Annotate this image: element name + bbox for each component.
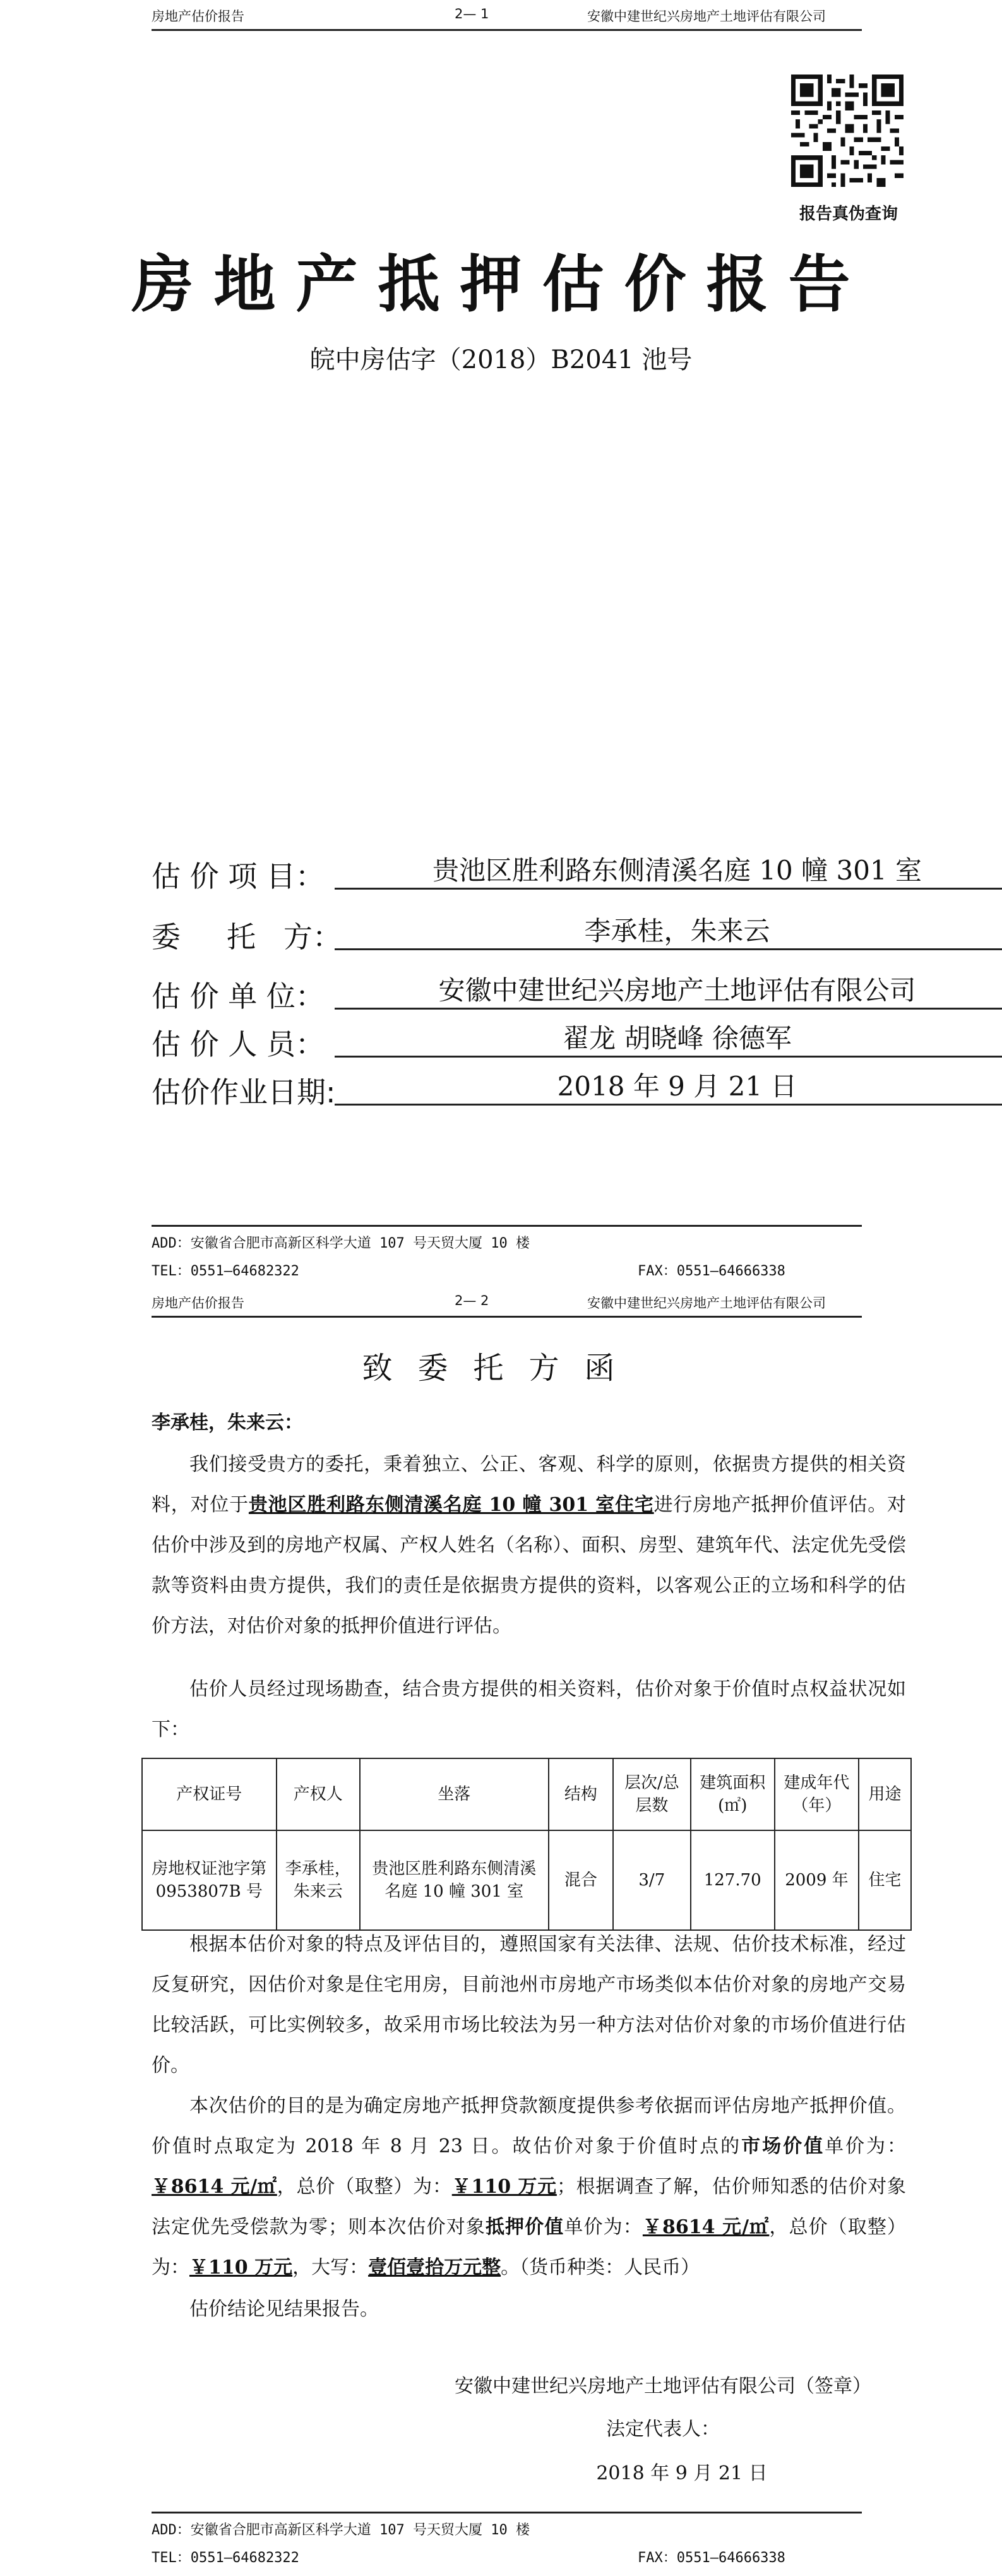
report-title: 房地产抵押估价报告 <box>131 248 871 321</box>
paragraph-intro <box>152 1445 906 1647</box>
paragraph-method: 根据本估价对象的特点及评估目的，遵照国家有关法律、法规、估价技术标准，经过反复研究，因估价对象是住宅用房，目前池州市房地产市场类似本估价对象的房地产交易比较活跃，可比实例较多，故采用市场比较法为另一种方法对估价对象的市场价值进行估价。 <box>152 1933 906 2077</box>
text: 。（货币种类：人民币） <box>501 2257 700 2279</box>
table-cell: 127.70 <box>691 1830 775 1930</box>
text: ；根据调查了解，估价师知悉的估价对象法定优先受偿款为零；则本次估价对象 <box>152 2176 906 2238</box>
market-value-label: 市场价值 <box>741 2135 825 2157</box>
table-cell: 房地权证池字第 0953807B 号 <box>142 1830 277 1930</box>
field-value: 李承桂，朱来云 <box>335 914 1002 950</box>
signature-company: 安徽中建世纪兴房地产土地评估有限公司（签章） <box>455 2375 871 2397</box>
table-cell: 3/7 <box>613 1830 690 1930</box>
field-value: 2018 年 9 月 21 日 <box>335 1070 1002 1106</box>
amount-in-words: 壹佰壹拾万元整 <box>368 2257 501 2279</box>
page2-footer-fax: FAX：0551—64666338 <box>638 2550 785 2566</box>
text: 单价为： <box>564 2216 643 2238</box>
page2-header-rule <box>152 1316 862 1318</box>
page1-header-left: 房地产估价报告 <box>152 9 244 24</box>
table-cell: 住宅 <box>859 1830 911 1930</box>
report-number: 皖中房估字（2018）B2041 池号 <box>309 345 693 374</box>
field-label: 估 价 人 员： <box>152 1027 325 1061</box>
column-header: 产权证号 <box>142 1758 277 1830</box>
paragraph-conclusion-values <box>152 2086 906 2288</box>
signature-date: 2018 年 9 月 21 日 <box>596 2462 768 2484</box>
page2-footer-rule <box>152 2512 862 2513</box>
page2-footer-tel: TEL：0551—64682322 <box>152 2550 299 2566</box>
column-header: 用途 <box>859 1758 911 1830</box>
table-cell: 贵池区胜利路东侧清溪名庭 10 幢 301 室 <box>360 1830 549 1930</box>
field-label: 估 价 项 目： <box>152 859 325 893</box>
page2-header-page-number: 2— 2 <box>455 1293 489 1308</box>
text: 进行房地产抵押价值评估。对估价中涉及到的房地产权属、产权人姓名（名称）、面积、房型、建筑年代、法定优先受偿款等资料由贵方提供，我们的责任是依据贵方提供的资料，以客观公正的立场和科学的估价方法，对估价对象的抵押价值进行评估。 <box>152 1494 907 1637</box>
addressee: 李承桂，朱来云： <box>152 1412 303 1434</box>
letter-title: 致委托方函 <box>362 1351 640 1386</box>
property-table <box>141 1758 912 1931</box>
qr-caption: 报告真伪查询 <box>799 205 898 224</box>
field-label: 估价作业日期: <box>152 1075 336 1109</box>
page1-header-rule <box>152 29 862 31</box>
text: 本次估价的目的是为确定房地产抵押贷款额度提供参考依据而评估房地产抵押价值。价值时点取定为 2018 年 8 月 23 日。故估价对象于价值时点的 <box>152 2095 906 2157</box>
text: ，总价（取整）为： <box>152 2216 907 2279</box>
column-header: 产权人 <box>277 1758 360 1830</box>
field-label: 委 托 方： <box>152 920 342 954</box>
mortgage-total-price: ￥110 万元 <box>189 2257 293 2279</box>
column-header: 建筑面积(㎡) <box>691 1758 775 1830</box>
signature-legal-rep: 法定代表人： <box>606 2418 720 2440</box>
field-value: 安徽中建世纪兴房地产土地评估有限公司 <box>335 974 1002 1010</box>
text: 单价为： <box>825 2135 907 2157</box>
table-cell: 混合 <box>549 1830 614 1930</box>
column-header: 坐落 <box>360 1758 549 1830</box>
paragraph-survey: 估价人员经过现场勘查，结合贵方提供的相关资料，估价对象于价值时点权益状况如下： <box>152 1678 906 1741</box>
market-unit-price: ￥8614 元/㎡ <box>152 2176 277 2198</box>
page1-footer-fax: FAX：0551—64666338 <box>638 1263 785 1279</box>
qr-code-icon <box>791 75 904 187</box>
field-value: 贵池区胜利路东侧清溪名庭 10 幢 301 室 <box>335 854 1002 890</box>
column-header: 层次/总层数 <box>613 1758 690 1830</box>
page1-header-page-number: 2— 1 <box>455 6 489 21</box>
market-total-price: ￥110 万元 <box>451 2176 557 2198</box>
mortgage-value-label: 抵押价值 <box>485 2216 564 2238</box>
property-location-emphasis: 贵池区胜利路东侧清溪名庭 10 幢 301 室住宅 <box>248 1494 654 1516</box>
paragraph-see-report: 估价结论见结果报告。 <box>189 2298 379 2320</box>
page2-header-right: 安徽中建世纪兴房地产土地评估有限公司 <box>587 1296 826 1311</box>
table-cell: 2009 年 <box>775 1830 859 1930</box>
table-row <box>142 1830 911 1930</box>
mortgage-unit-price: ￥8614 元/㎡ <box>642 2216 770 2238</box>
column-header: 建成年代（年） <box>775 1758 859 1830</box>
page1-footer-rule <box>152 1225 862 1227</box>
text: 我们接受贵方的委托，秉着独立、公正、客观、科学的原则，依据贵方提供的相关资料，对位于 <box>152 1453 906 1516</box>
field-value: 翟龙 胡晓峰 徐德军 <box>335 1022 1002 1058</box>
text: ，大写： <box>292 2257 369 2279</box>
page1-footer-address: ADD：安徽省合肥市高新区科学大道 107 号天贸大厦 10 楼 <box>152 1236 530 1251</box>
table-cell: 李承桂，朱来云 <box>277 1830 360 1930</box>
page2-footer-address: ADD：安徽省合肥市高新区科学大道 107 号天贸大厦 10 楼 <box>152 2522 530 2538</box>
page2-header-left: 房地产估价报告 <box>152 1296 244 1311</box>
field-label: 估 价 单 位： <box>152 979 325 1013</box>
page1-header-right: 安徽中建世纪兴房地产土地评估有限公司 <box>587 9 826 24</box>
text: ，总价（取整）为： <box>277 2176 452 2198</box>
page1-footer-tel: TEL：0551—64682322 <box>152 1263 299 1279</box>
column-header: 结构 <box>549 1758 614 1830</box>
table-header-row <box>142 1758 911 1830</box>
